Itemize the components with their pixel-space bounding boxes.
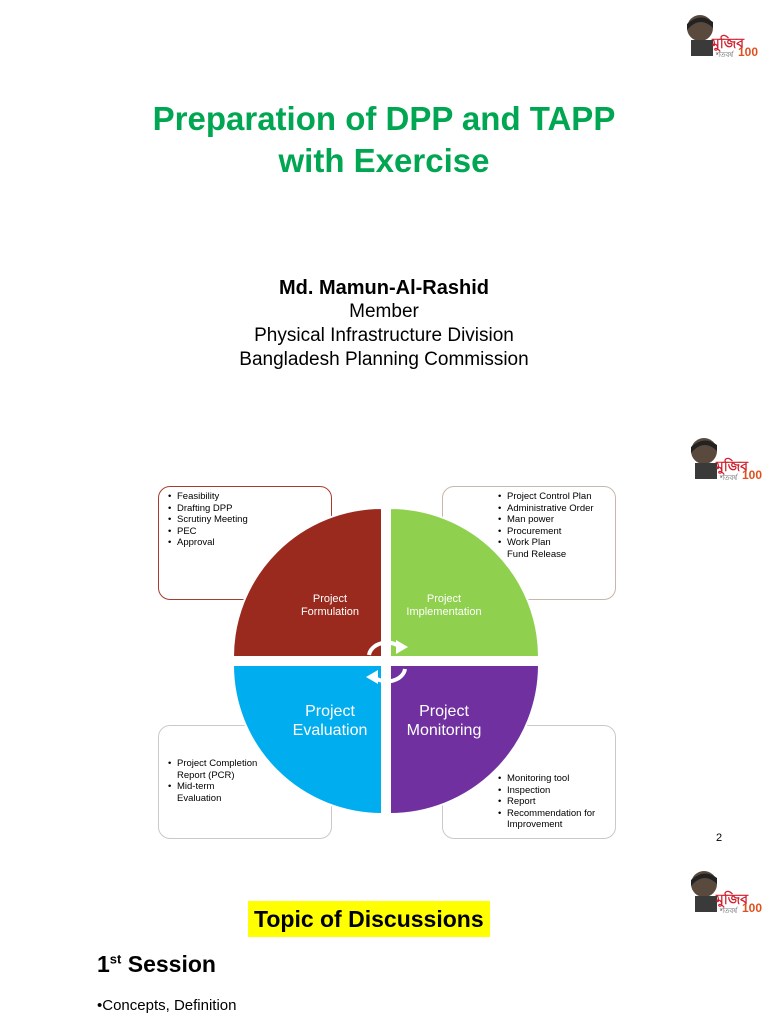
list-item: • Report [495, 796, 609, 808]
author-name: Md. Mamun-Al-Rashid [279, 277, 489, 299]
session-suffix: st [109, 951, 122, 967]
author-block [0, 276, 768, 372]
mujib-100-logo [680, 433, 764, 481]
mujib-100-logo [680, 866, 764, 914]
monitoring-label-1: Project [419, 703, 469, 720]
page-number: 2 [716, 832, 723, 844]
evaluation-label-2: Evaluation [292, 722, 368, 739]
list-item: •Concepts, Definition [97, 997, 237, 1014]
svg-text:শতবর্ষ: শতবর্ষ [716, 51, 734, 58]
list-item: • Administrative Order [495, 503, 611, 515]
svg-text:100: 100 [742, 468, 763, 481]
monitoring-label-2: Monitoring [406, 722, 482, 739]
list-item: • Feasibility [165, 491, 325, 503]
list-item: • Approval [165, 537, 325, 549]
implementation-quadrant [390, 508, 539, 657]
formulation-label-1: Project [312, 593, 348, 605]
slide-title-line1: Preparation of DPP and TAPP [152, 100, 616, 137]
evaluation-quadrant [233, 665, 382, 814]
list-item: • Inspection [495, 785, 609, 797]
svg-text:100: 100 [738, 45, 759, 58]
list-item: • Mid-term Evaluation [165, 781, 261, 804]
svg-text:শতবর্ষ: শতবর্ষ [720, 907, 738, 914]
author-role: Member [349, 301, 419, 322]
author-division: Physical Infrastructure Division [254, 325, 514, 346]
list-item: • Procurement [495, 526, 611, 538]
list-item: • Recommendation for Improvement [495, 808, 609, 831]
session-number: 1 [97, 951, 110, 977]
session-heading [97, 951, 216, 978]
formulation-quadrant [233, 508, 382, 657]
monitoring-quadrant [390, 665, 539, 814]
list-item: • Work Plan [495, 537, 611, 549]
svg-text:শতবর্ষ: শতবর্ষ [720, 474, 738, 481]
svg-text:100: 100 [742, 901, 763, 914]
svg-text:মুজিব: মুজিব [716, 892, 749, 908]
evaluation-label-1: Project [305, 703, 355, 720]
list-item: Fund Release [507, 548, 567, 560]
slide-title [0, 98, 768, 182]
implementation-label-1: Project [426, 593, 462, 605]
svg-text:মুজিব: মুজিব [712, 36, 745, 52]
session-word: Session [127, 951, 216, 977]
list-item: • Project Control Plan [495, 491, 611, 503]
list-item: • Project Completion Report (PCR) [165, 758, 261, 781]
svg-text:মুজিব: মুজিব [716, 459, 749, 475]
list-item: • Man power [495, 514, 611, 526]
project-cycle-diagram [230, 505, 546, 821]
mujib-100-logo [676, 10, 760, 58]
slide-title-line2: with Exercise [278, 142, 490, 179]
formulation-label-2: Formulation [300, 606, 360, 618]
list-item: • Monitoring tool [495, 773, 609, 785]
list-item: • PEC [165, 526, 325, 538]
list-item: • Scrutiny Meeting [165, 514, 325, 526]
list-item: • Drafting DPP [165, 503, 325, 515]
implementation-label-2: Implementation [406, 606, 482, 618]
topic-heading: Topic of Discussions [248, 901, 490, 937]
author-organization: Bangladesh Planning Commission [239, 349, 529, 370]
